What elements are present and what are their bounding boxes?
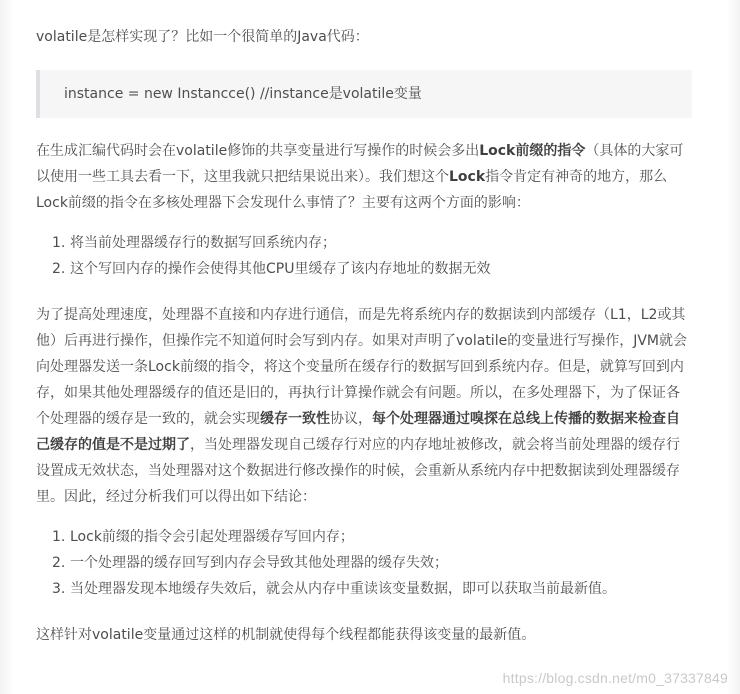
intro-paragraph: volatile是怎样实现了？比如一个很简单的Java代码： xyxy=(36,29,369,45)
list-item-text: 将当前处理器缓存行的数据写回系统内存； xyxy=(70,235,336,251)
list-number: 2. xyxy=(52,261,66,277)
right-page-shadow xyxy=(726,0,740,694)
conclusions-list xyxy=(36,524,692,602)
code-blockquote xyxy=(36,70,692,118)
bold-text: 缓存一致性 xyxy=(260,411,330,427)
list-item xyxy=(52,576,692,602)
list-number: 1. xyxy=(52,235,66,251)
list-item xyxy=(52,550,692,576)
paragraph-text: 在生成汇编代码时会在volatile修饰的共享变量进行写操作的时候会多出 xyxy=(36,143,480,159)
conclusion-paragraph: 这样针对volatile变量通过这样的机制就使得每个线程都能获得该变量的最新值。 xyxy=(36,627,536,643)
list-number: 1. xyxy=(52,529,66,545)
list-number: 2. xyxy=(52,555,66,571)
paragraph-text: 指令肯定有神奇的地方，那么Lock前缀的指令在多核处理器下会发现什么事情了？主要有这两个方面的影响： xyxy=(36,169,668,211)
bold-text: Lock前缀的指令 xyxy=(479,143,586,159)
code-quote-text: instance = new Instancce() //instance是volatile变量 xyxy=(64,86,422,102)
list-item-text: Lock前缀的指令会引起处理器缓存写回内存； xyxy=(70,529,354,545)
cache-coherence-paragraph xyxy=(36,302,692,510)
list-item-text: 一个处理器的缓存回写到内存会导致其他处理器的缓存失效； xyxy=(70,555,448,571)
bold-text: Lock xyxy=(449,169,486,185)
list-item xyxy=(52,230,692,256)
paragraph-text: （具体的大家可以使用一些工具去看一下，这里我就只把结果说出来）。我们想这个 xyxy=(36,143,684,185)
lock-prefix-paragraph xyxy=(36,138,692,216)
left-page-shadow xyxy=(0,0,14,694)
bold-text: 每个处理器通过嗅探在总线上传播的数据来检查自己缓存的值是不是过期了 xyxy=(36,411,680,453)
list-item xyxy=(52,256,692,282)
paragraph-text: 为了提高处理速度，处理器不直接和内存进行通信，而是先将系统内存的数据读到内部缓存（L1，L2或其他）后再进行操作，但操作完不知道何时会写到内存。如果对声明了volatile的变量进行写操作，JVM就会向处理器发送一条Lock前缀的指令，将这个变量所在缓存行的数据写回到系统内存。但是，就算写回到内存，如果其他处理器缓存的值还是旧的，再执行计算操作就会有问题。所以，在多处理器下，为了保证各个处理器的缓存是一致的，就会实现 xyxy=(36,307,687,427)
paragraph-text: 协议， xyxy=(330,411,372,427)
list-item-text: 当处理器发现本地缓存失效后，就会从内存中重读该变量数据，即可以获取当前最新值。 xyxy=(70,581,616,597)
list-item-text: 这个写回内存的操作会使得其他CPU里缓存了该内存地址的数据无效 xyxy=(70,261,491,277)
effects-list xyxy=(36,230,692,282)
watermark: https://blog.csdn.net/m0_37337849 xyxy=(502,670,728,686)
article-body xyxy=(36,24,692,648)
list-item xyxy=(52,524,692,550)
paragraph-text: ，当处理器发现自己缓存行对应的内存地址被修改，就会将当前处理器的缓存行设置成无效状态，当处理器对这个数据进行修改操作的时候，会重新从系统内存中把数据读到处理器缓存里。因此，经过分析我们可以得出如下结论： xyxy=(36,437,680,505)
list-number: 3. xyxy=(52,581,66,597)
